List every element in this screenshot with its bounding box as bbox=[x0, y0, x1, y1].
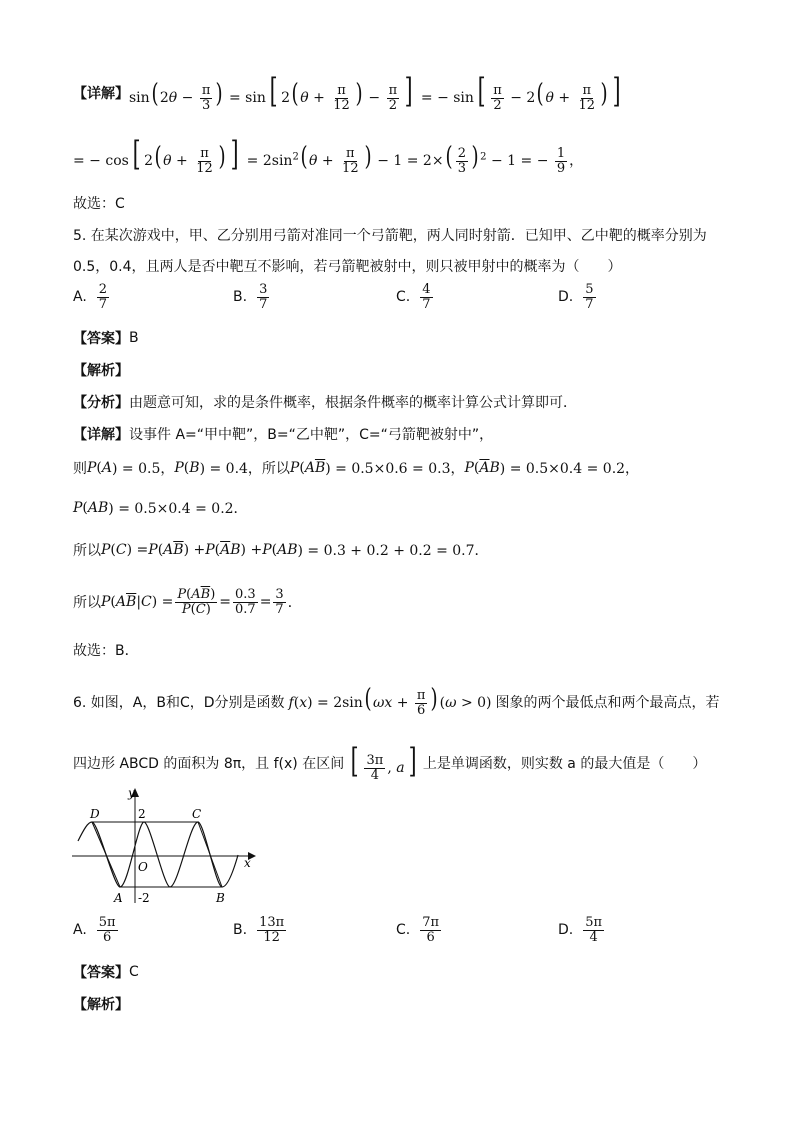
q5-option-b[interactable]: B. $\frac{3}{7}$ bbox=[233, 282, 268, 312]
q6-option-c[interactable]: C. $\frac{7\pi}{6}$ bbox=[396, 915, 440, 945]
origin-label: O bbox=[138, 860, 148, 874]
q5-option-a[interactable]: A. $\frac{2}{7}$ bbox=[73, 282, 108, 312]
q6-stem-line1: 6. 如图，A，B和C，D分别是函数 f(x) = 2sin( ωx + $\frac{\pi}{6}$ ) (ω > 0) 图象的两个最低点和两个最高点，若 bbox=[73, 684, 720, 718]
q5-option-c[interactable]: C. $\frac{4}{7}$ bbox=[396, 282, 431, 312]
q5-fenxi: 【分析】 由题意可知，求的是条件概率，根据条件概率的概率计算公式计算即可． bbox=[73, 395, 577, 411]
tick-top: 2 bbox=[138, 807, 146, 821]
q5-detail-line5: 所以 P ( A $\overline{B}$ | C ) = $\frac{P(A\overline{B})}{P(C)}$ = $\frac{0.3}{0.7}$ = $\frac{3}{7}$ ． bbox=[73, 587, 302, 617]
q5-detail-line4: 所以 P ( C ) = P ( A $\overline{B}$ ) + P ( $\overline{A}$ B ) + P ( AB ) = 0.3 + 0.2 + 0.2 = 0.7． bbox=[73, 542, 489, 559]
q5-answer: 【答案】 B bbox=[73, 330, 139, 347]
q5-jiexi-tag: 【解析】 bbox=[73, 363, 129, 379]
q5-stem-line2: 0.5，0.4，且两人是否中靶互不影响，若弓箭靶被射中，则只被甲射中的概率为（ ） bbox=[73, 259, 622, 275]
q6-stem-line2: 四边形 ABCD 的面积为 8π，且 f(x) 在区间 [ $\frac{3\pi}{4}$ , a ] 上是单调函数，则实数 a 的最大值是（ ） bbox=[73, 741, 707, 783]
q4-detail-tag: 【详解】 bbox=[73, 86, 129, 103]
y-axis-label: y bbox=[128, 786, 135, 800]
q6-jiexi-tag: 【解析】 bbox=[73, 997, 129, 1013]
sine-graph bbox=[70, 785, 260, 910]
q6-option-a[interactable]: A. $\frac{5\pi}{6}$ bbox=[73, 915, 116, 945]
point-c-label: C bbox=[192, 807, 202, 821]
q5-stem-line1: 5. 在某次游戏中，甲、乙分别用弓箭对准同一个弓箭靶，两人同时射箭．已知甲、乙中靶的概率分别为 bbox=[73, 228, 707, 244]
math-expression: = − cos [ 2( θ + $\frac{\pi}{12}$ ) ] = $2\sin^2$( θ + $\frac{\pi}{12}$ ) − 1 = 2×( $\frac{2}{3}$ ) $^2$ − 1 = − $\frac{1}{9}$ ， bbox=[73, 134, 584, 176]
q4-detail-line2 bbox=[73, 134, 584, 176]
q4-detail-line1 bbox=[73, 71, 625, 113]
q4-guxuan: 故选：C bbox=[73, 196, 125, 212]
q5-detail-line3: P ( AB ) = 0.5×0.4 = 0.2． bbox=[73, 500, 248, 517]
q5-detail-line1: 【详解】 设事件 A=“甲中靶”，B=“乙中靶”，C=“弓箭靶被射中”， bbox=[73, 427, 494, 443]
tick-bottom: -2 bbox=[138, 891, 150, 905]
point-b-label: B bbox=[216, 891, 225, 905]
point-d-label: D bbox=[90, 807, 100, 821]
q5-guxuan: 故选：B． bbox=[73, 643, 139, 659]
math-expression: sin( 2θ − $\frac{\pi}{3}$ ) = sin [ 2( θ + $\frac{\pi}{12}$ ) − $\frac{\pi}{2}$ ] = − sin [ $\frac{\pi}{2}$ − 2( θ + $\frac{\pi}{12}$ ) ] bbox=[129, 71, 621, 113]
q6-option-d[interactable]: D. $\frac{5\pi}{4}$ bbox=[558, 915, 603, 945]
q6-option-b[interactable]: B. $\frac{13\pi}{12}$ bbox=[233, 915, 285, 945]
point-a-label: A bbox=[114, 891, 123, 905]
q5-option-d[interactable]: D. $\frac{5}{7}$ bbox=[558, 282, 594, 312]
q5-detail-line2: 则 P ( A ) = 0.5， P ( B ) = 0.4， 所以 P ( A $\overline{B}$ ) = 0.5×0.6 = 0.3， P ( $\overline{A}$ B ) = 0.5×0.4 = 0.2， bbox=[73, 460, 640, 477]
q6-answer: 【答案】 C bbox=[73, 964, 139, 981]
x-axis-label: x bbox=[244, 856, 251, 870]
